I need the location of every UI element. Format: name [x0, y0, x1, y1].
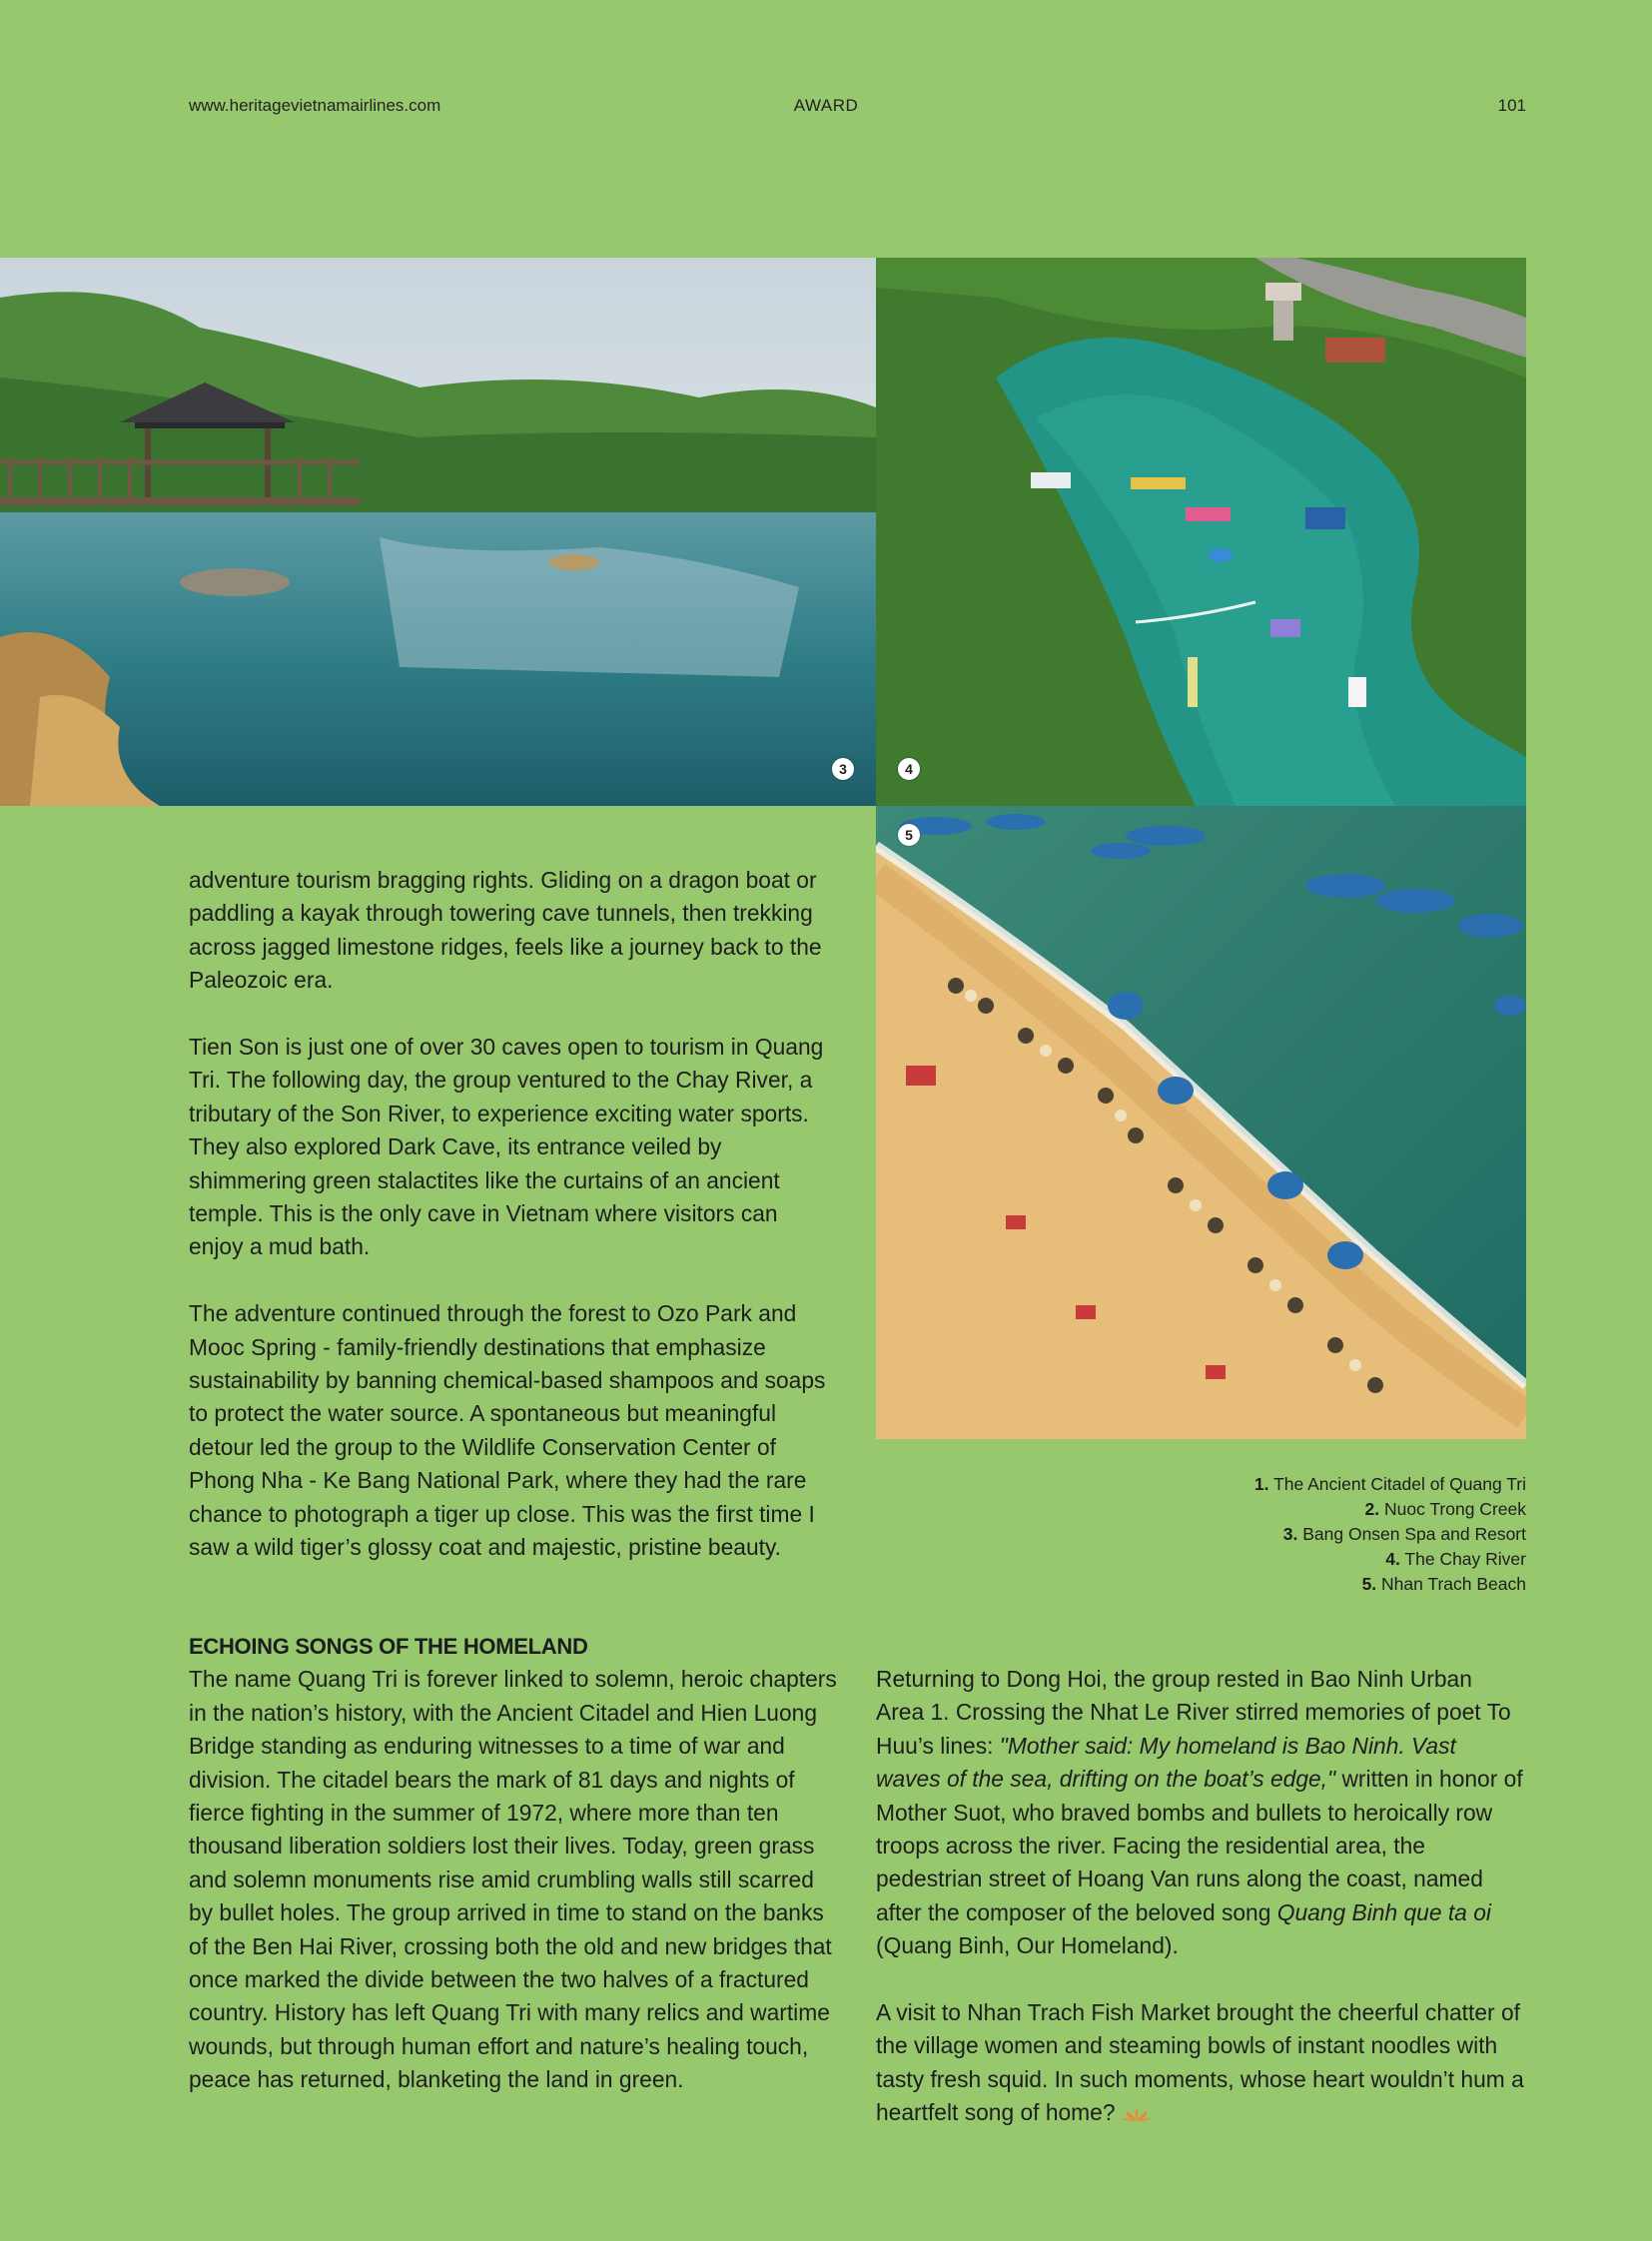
paragraph: Tien Son is just one of over 30 caves open to tourism in Quang Tri. The following day, the group ventured to the Chay River, a tributary of the Son River, to experience exciting water sports. They also explored Dark Cave, its entrance veiled by shimmering green stalactites like the curtains of an ancient temple. This is the only cave in Vietnam where visitors can enjoy a mud bath.: [189, 1034, 824, 1260]
caption-item: 2. Nuoc Trong Creek: [1364, 1499, 1526, 1519]
paragraph: The name Quang Tri is forever linked to solemn, heroic chapters in the nation’s history, with the Ancient Citadel and Hien Luong Bridge standing as enduring witnesses to a time of war and division. The citadel bears the mark of 81 days and nights of fierce fighting in the summer of 1972, where more than ten thousand liberation soldiers lost their lives. Today, green grass and solemn monuments rise amid crumbling walls still scarred by bullet holes. The group arrived in time to stand on the banks of the Ben Hai River, crossing both the old and new bridges that once marked the divide between the two halves of a fractured country. History has left Quang Tri with many relics and wartime wounds, but through human effort and nature’s healing touch, peace has returned, blanketing the land in green.: [189, 1666, 837, 2093]
section-heading: ECHOING SONGS OF THE HOMELAND: [189, 1634, 588, 1659]
left-column-text: [189, 864, 833, 1565]
caption-item: 5. Nhan Trach Beach: [1361, 1574, 1526, 1594]
poem-quote: "Mother said: My homeland is Bao Ninh. Vast waves of the sea, drifting on the boat’s edge,": [876, 1732, 1456, 1793]
beach-aerial-photo: [876, 806, 1526, 1439]
photo-number-4: 4: [898, 758, 920, 780]
photo-number-5: 5: [898, 824, 920, 846]
right-column-text: [876, 1663, 1525, 2130]
caption-item: 1. The Ancient Citadel of Quang Tri: [1253, 1474, 1526, 1494]
section-echoing-songs: [189, 1630, 838, 2097]
river-aerial-photo: [876, 258, 1526, 806]
song-title: Quang Binh que ta oi: [1276, 1898, 1491, 1925]
paragraph: adventure tourism bragging rights. Gliding on a dragon boat or paddling a kayak through towering cave tunnels, then trekking across jagged limestone ridges, feels like a journey back to the Paleozoic era.: [189, 867, 822, 994]
photo-number-3: 3: [832, 758, 854, 780]
paragraph: The adventure continued through the forest to Ozo Park and Mooc Spring - family-friendly destinations that emphasize sustainability by banning chemical-based shampoos and soaps to protect the water source. A spontaneous but meaningful detour led the group to the Wildlife Conservation Center of Phong Nha - Ke Bang National Park, where they had the rare chance to photograph a tiger up close. This was the first time I saw a wild tiger’s glossy coat and majestic, pristine beauty.: [189, 1300, 826, 1561]
paragraph: Returning to Dong Hoi, the group rested in Bao Ninh Urban Area 1. Crossing the Nhat Le River stirred memories of poet To Huu’s lines: "Mother said: My homeland is Bao Ninh. Vast waves of the sea, drifting on the boat’s edge," written in honor of Mother Suot, who braved bombs and bullets to heroically row troops across the river. Facing the residential area, the pedestrian street of Hoang Van runs along the coast, named after the composer of the beloved song Quang Binh que ta oi (Quang Binh, Our Homeland).: [876, 1666, 1523, 1959]
website-url[interactable]: www.heritagevietnamairlines.com: [189, 96, 441, 115]
page-number: 101: [1497, 96, 1526, 115]
lake-pavilion-photo: [0, 258, 876, 806]
section-label: AWARD: [793, 96, 859, 115]
photo-captions: [1254, 1472, 1526, 1597]
lotus-icon: [1122, 2105, 1152, 2123]
caption-item: 3. Bang Onsen Spa and Resort: [1282, 1524, 1526, 1544]
caption-item: 4. The Chay River: [1385, 1549, 1526, 1569]
paragraph: A visit to Nhan Trach Fish Market brought the cheerful chatter of the village women and steaming bowls of instant noodles with tasty fresh squid. In such moments, whose heart wouldn’t hum a heartfelt song of home?: [876, 1999, 1524, 2126]
